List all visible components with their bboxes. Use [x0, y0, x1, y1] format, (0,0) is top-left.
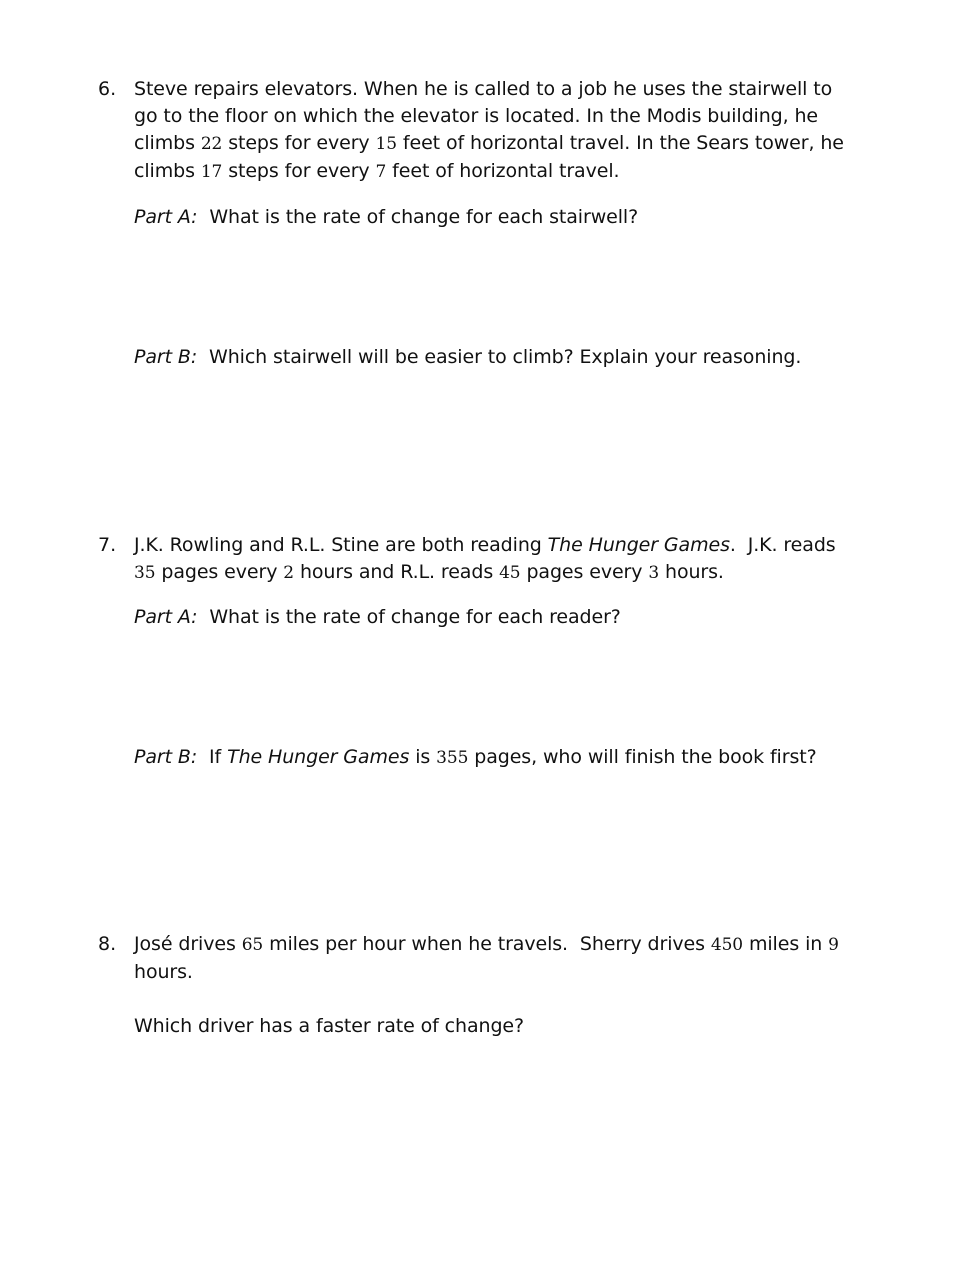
question-text	[134, 532, 878, 587]
number-value: 22	[200, 134, 223, 154]
q6-line-2: go to the floor on which the elevator is located. In the Modis building, he	[134, 105, 819, 127]
text-span: hours and R.L. reads	[294, 561, 500, 583]
text-span: steps for every	[222, 132, 376, 154]
number-value: 65	[241, 935, 264, 955]
book-title: The Hunger Games	[547, 534, 730, 556]
question-7	[98, 532, 878, 587]
number-value: 3	[648, 563, 660, 583]
text-span: is	[409, 746, 437, 768]
part-label: Part A:	[134, 206, 198, 228]
text-span: If	[197, 746, 228, 768]
q8-line-2: hours.	[134, 961, 193, 983]
q6-part-a	[134, 204, 894, 231]
q6-part-b	[134, 344, 894, 371]
number-value: 15	[375, 134, 397, 154]
text-span: J.K. Rowling and R.L. Stine are both reading	[134, 534, 548, 556]
text-span: miles per hour when he travels. Sherry drives	[263, 933, 711, 955]
number-value: 450	[710, 935, 744, 955]
text-span: hours.	[659, 561, 724, 583]
text-span: miles in	[743, 933, 829, 955]
number-value: 2	[283, 563, 295, 583]
question-text	[134, 931, 878, 986]
question-number: 6.	[98, 78, 117, 100]
number-value: 355	[436, 748, 469, 768]
number-value: 7	[375, 162, 387, 182]
question-8	[98, 931, 878, 986]
question-number: 8.	[98, 933, 117, 955]
text-span: feet of horizontal travel.	[386, 160, 620, 182]
question-text	[134, 76, 878, 186]
part-label: Part A:	[134, 606, 198, 628]
number-value: 17	[200, 162, 223, 182]
part-text: What is the rate of change for each reader?	[197, 606, 621, 628]
text-span: feet of horizontal travel. In the Sears tower, he	[396, 132, 844, 154]
number-value: 35	[134, 563, 156, 583]
text-span: climbs	[134, 160, 201, 182]
text-span: climbs	[134, 132, 201, 154]
number-value: 45	[499, 563, 521, 583]
q8-question: Which driver has a faster rate of change?	[134, 1015, 524, 1037]
part-label: Part B:	[134, 746, 198, 768]
text-span: steps for every	[222, 160, 376, 182]
part-text: What is the rate of change for each stairwell?	[197, 206, 639, 228]
text-span: pages every	[520, 561, 649, 583]
book-title: The Hunger Games	[227, 746, 410, 768]
text-span: José drives	[134, 933, 242, 955]
part-label: Part B:	[134, 346, 198, 368]
text-span: pages, who will finish the book first?	[468, 746, 817, 768]
q7-part-b	[134, 744, 894, 772]
q6-line-1: Steve repairs elevators. When he is called to a job he uses the stairwell to	[134, 78, 833, 100]
q7-part-a	[134, 604, 894, 631]
question-number: 7.	[98, 534, 117, 556]
question-6	[98, 76, 878, 186]
number-value: 9	[828, 935, 839, 955]
part-text: Which stairwell will be easier to climb? Explain your reasoning.	[197, 346, 802, 368]
text-span: . J.K. reads	[729, 534, 836, 556]
text-span: pages every	[155, 561, 284, 583]
